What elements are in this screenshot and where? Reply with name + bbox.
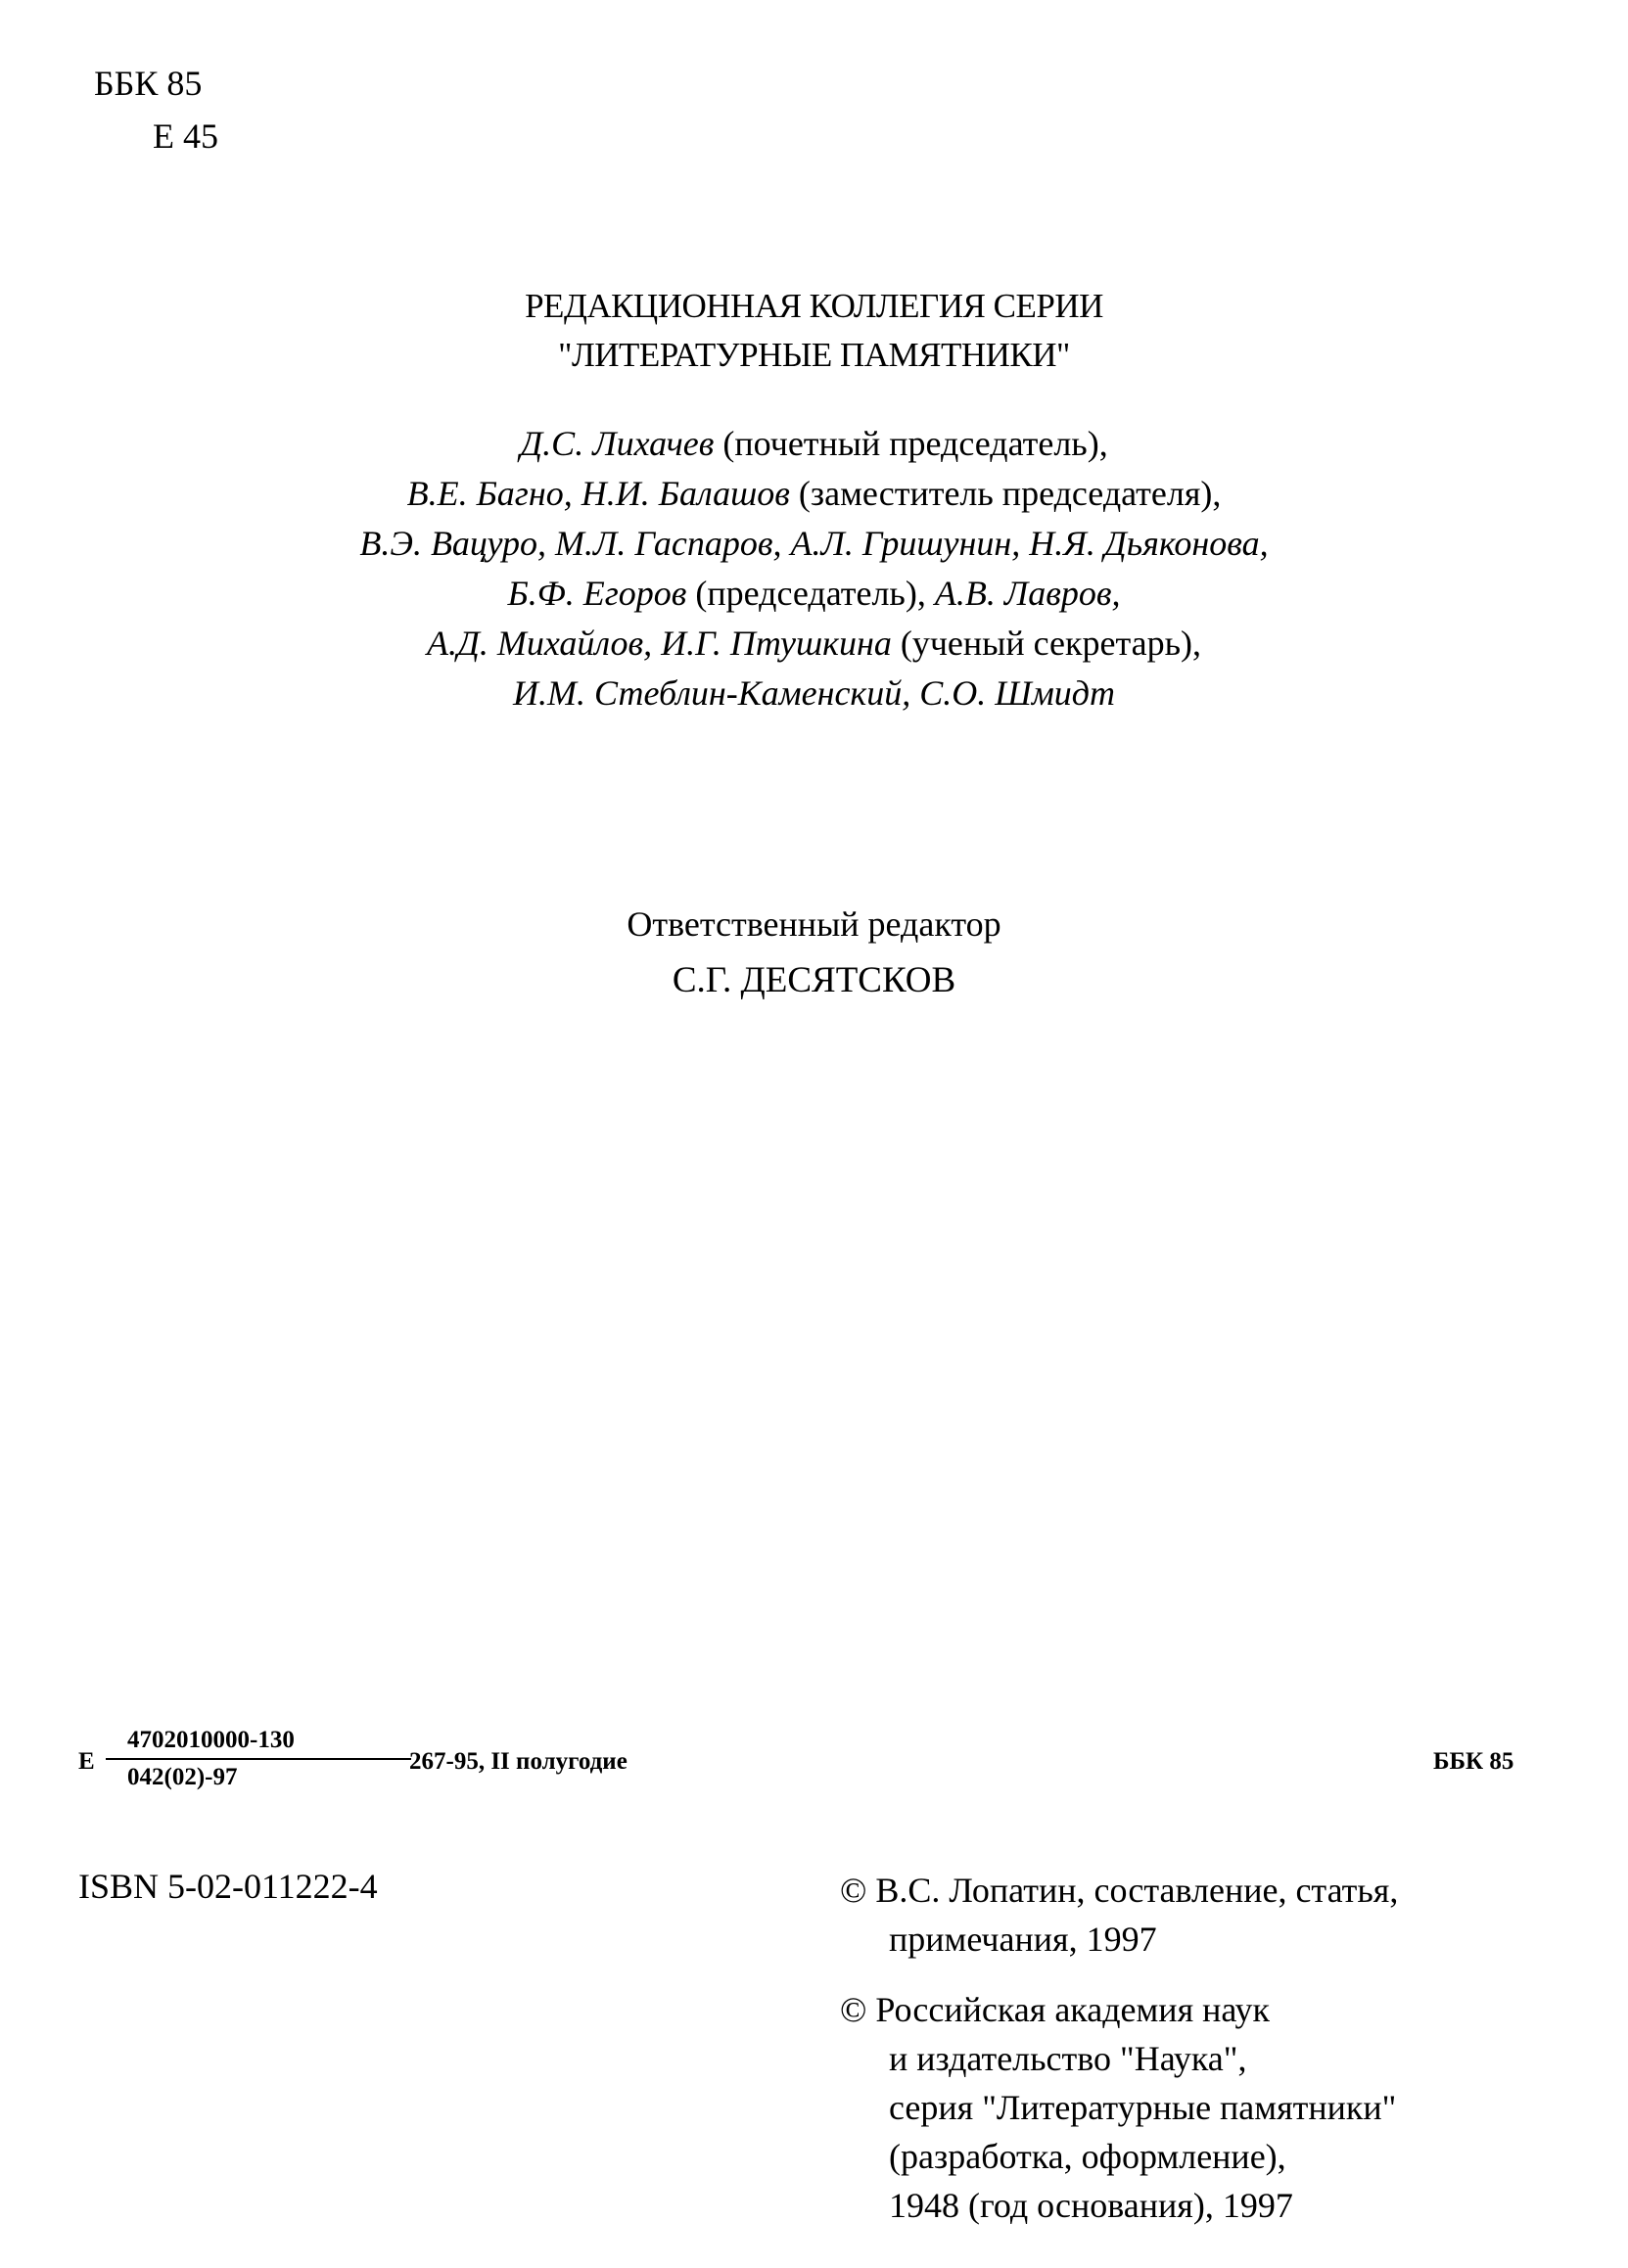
board-members (0, 419, 1628, 718)
member-note: (председатель), (686, 574, 935, 613)
copyright-line: (разработка, оформление), (889, 2137, 1286, 2176)
copyright-line: и издательство "Наука", (889, 2039, 1247, 2078)
copyright-line: примечания, 1997 (889, 1920, 1157, 1959)
member-name: Б.Ф. Егоров (507, 574, 687, 613)
board-heading-line2: "ЛИТЕРАТУРНЫЕ ПАМЯТНИКИ" (558, 336, 1070, 374)
member-row (0, 619, 1628, 669)
member-name: А.В. Лавров, (934, 574, 1121, 613)
publisher-code-rest: 267-95, II полугодие (409, 1748, 628, 1775)
copyright-line: 1948 (год основания), 1997 (889, 2186, 1293, 2225)
editorial-board (0, 282, 1628, 718)
member-name: А.Д. Михайлов, И.Г. Птушкина (426, 624, 892, 663)
copyright-compiler (840, 1866, 1398, 1964)
classification-codes (94, 57, 218, 162)
editor-role: Ответственный редактор (627, 904, 1001, 944)
member-note: (заместитель председателя), (789, 474, 1222, 513)
member-row (0, 469, 1628, 519)
copyright-line: © В.С. Лопатин, составление, статья, (840, 1871, 1399, 1910)
member-name: И.М. Стеблин-Каменский, С.О. Шмидт (512, 673, 1116, 713)
board-heading-line1: РЕДАКЦИОННАЯ КОЛЛЕГИЯ СЕРИИ (525, 287, 1103, 325)
copyright-line: серия "Литературные памятники" (889, 2088, 1397, 2127)
member-name: Д.С. Лихачев (520, 424, 715, 463)
member-name: В.Е. Багно, Н.И. Балашов (406, 474, 790, 513)
author-mark: Е 45 (153, 116, 218, 156)
copyright-publisher (840, 1985, 1396, 2230)
fraction-bar (106, 1758, 411, 1760)
isbn: ISBN 5-02-011222-4 (78, 1867, 378, 1906)
copyright-line: © Российская академия наук (840, 1990, 1271, 2029)
member-note: (ученый секретарь), (891, 624, 1202, 663)
bbk-code-bottom: ББК 85 (1433, 1748, 1514, 1775)
member-row (0, 669, 1628, 718)
publisher-code-letter: Е (78, 1748, 95, 1775)
responsible-editor (0, 899, 1628, 1006)
editor-name: С.Г. ДЕСЯТСКОВ (672, 960, 956, 1000)
bbk-code: ББК 85 (94, 64, 203, 103)
member-row (0, 519, 1628, 569)
publisher-code-numerator: 4702010000-130 (127, 1727, 295, 1753)
member-name: В.Э. Вацуро, М.Л. Гаспаров, А.Л. Гришунин, Н.Я. Дьяконова, (359, 524, 1269, 563)
member-row (0, 569, 1628, 619)
member-note: (почетный председатель), (714, 424, 1108, 463)
publisher-code-denominator: 042(02)-97 (127, 1764, 238, 1790)
member-row (0, 419, 1628, 469)
